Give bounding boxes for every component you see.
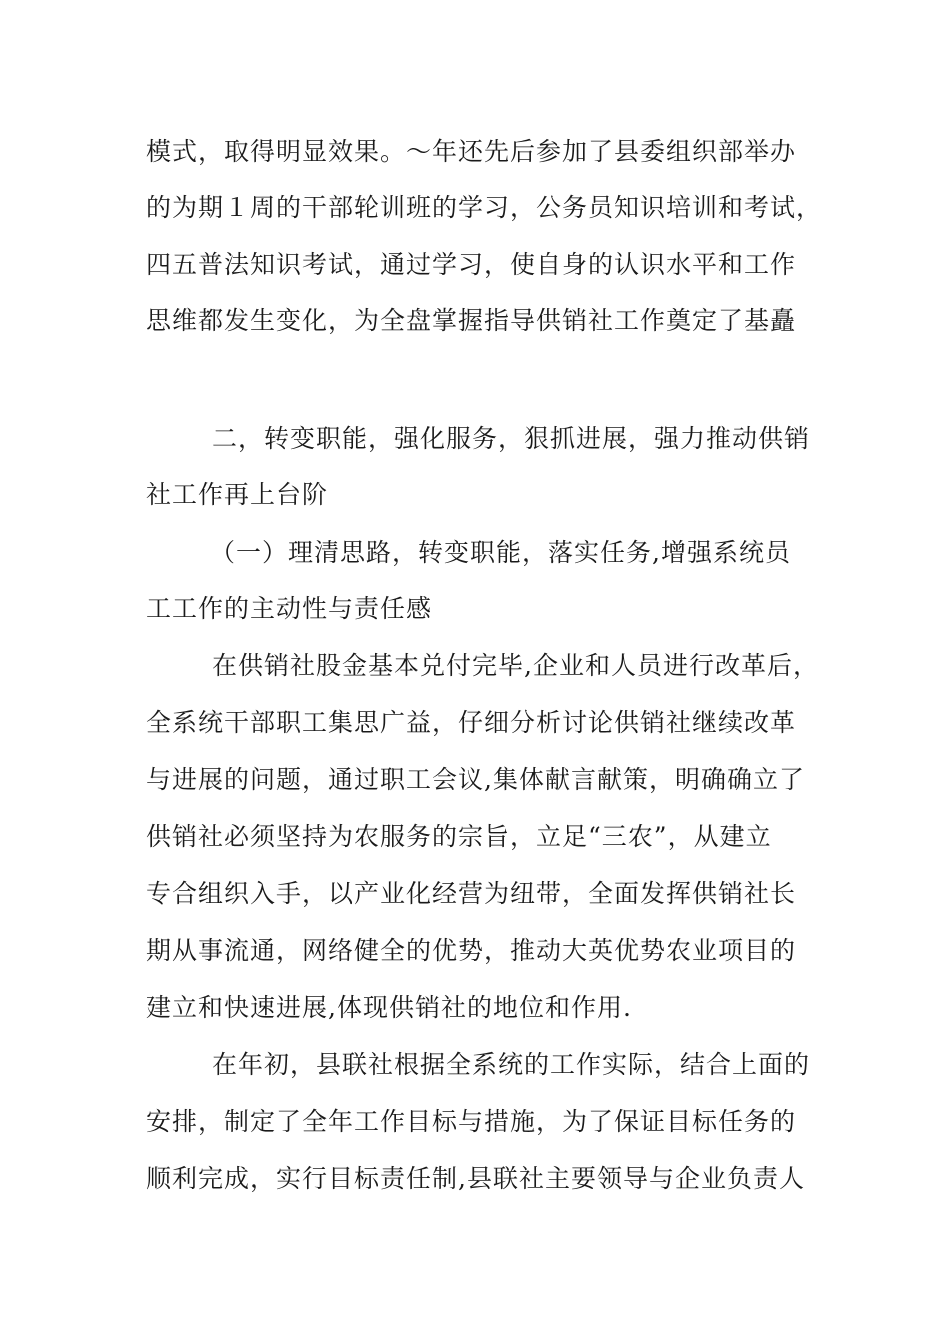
subsection-heading-continued: 工工作的主动性与责任感 xyxy=(146,594,433,623)
paragraph-line: 顺利完成，实行目标责任制,县联社主要领导与企业负责人 xyxy=(146,1164,805,1193)
paragraph-line: 供销社必须坚持为农服务的宗旨，立足“三农”，从建立 xyxy=(146,822,772,851)
text-line: 的为期１周的干部轮训班的学习，公务员知识培训和考试， xyxy=(146,193,823,222)
paragraph-line: 在年初，县联社根据全系统的工作实际，结合上面的 xyxy=(212,1050,811,1079)
paragraph-line: 专合组织入手，以产业化经营为纽带，全面发挥供销社长 xyxy=(146,879,797,908)
section-heading: 二，转变职能，强化服务，狠抓进展，强力推动供销 xyxy=(212,424,811,453)
text-line: 模式，取得明显效果。～年还先后参加了县委组织部举办 xyxy=(146,137,797,166)
text-line: 思维都发生变化，为全盘掌握指导供销社工作奠定了基矗 xyxy=(146,306,797,335)
section-heading-continued: 社工作再上台阶 xyxy=(146,480,329,509)
text-line: 四五普法知识考试，通过学习，使自身的认识水平和工作 xyxy=(146,250,797,279)
subsection-heading: （一）理清思路，转变职能，落实任务,增强系统员 xyxy=(210,538,791,567)
paragraph-line: 与进展的问题，通过职工会议,集体献言献策，明确确立了 xyxy=(146,765,805,794)
paragraph-line: 期从事流通，网络健全的优势，推动大英优势农业项目的 xyxy=(146,936,797,965)
paragraph-line: 全系统干部职工集思广益，仔细分析讨论供销社继续改革 xyxy=(146,708,797,737)
paragraph-line: 在供销社股金基本兑付完毕,企业和人员进行改革后， xyxy=(212,651,819,680)
paragraph-line: 建立和快速进展,体现供销社的地位和作用. xyxy=(146,993,632,1022)
paragraph-line: 安排，制定了全年工作目标与措施，为了保证目标任务的 xyxy=(146,1107,797,1136)
